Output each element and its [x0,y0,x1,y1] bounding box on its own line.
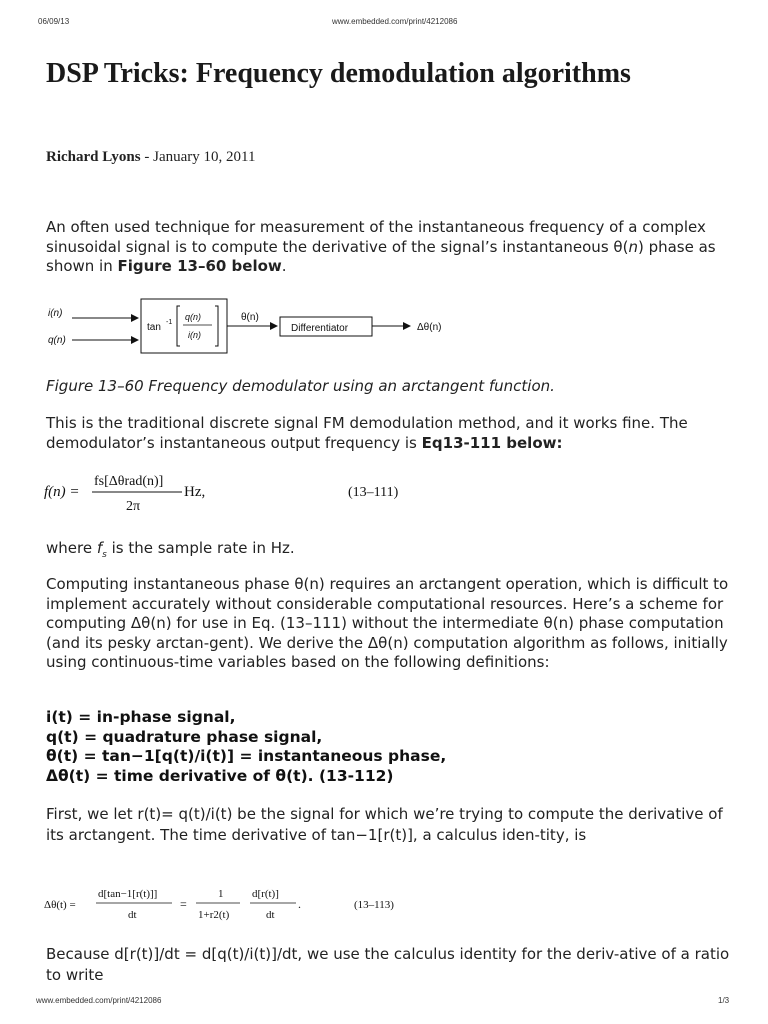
eq113-period: . [298,897,301,911]
input-i-label: i(n) [48,308,63,319]
output-label: Δθ(n) [417,322,442,333]
input-q-label: q(n) [48,335,66,346]
equation-13-113 [44,878,424,926]
definitions-list [46,708,736,786]
equation-13-111 [44,467,424,519]
fraction-numerator: q(n) [185,312,202,322]
eq113-numerator-1: d[tan−1[r(t)]] [98,888,158,900]
eq113-equals: = [180,897,187,911]
intro-n: n [628,237,638,256]
eq111-denominator: 2π [126,499,141,514]
print-url: www.embedded.com/print/4212086 [332,17,458,26]
publish-date: - January 10, 2011 [140,149,256,165]
definition-in-phase: i(t) = in-phase signal, [46,708,236,726]
intro-text: An often used technique for measurement of the instantaneous frequency of a complex sinusoidal signal is to compute the derivative of the signal’s instantaneous θ( [46,218,706,256]
eq113-lhs: Δθ(t) = [44,899,76,911]
definition-derivative: Δθ(t) = time derivative of θ(t). (13-112) [46,766,394,785]
sample-rate-post: is the sample rate in Hz. [106,539,295,557]
paragraph-intro [46,218,736,277]
equation-reference: Eq13-111 below: [421,433,563,452]
tan-label: tan [147,322,161,333]
eq113-number: (13–113) [354,899,394,911]
paragraph-ratio-derivative: Because d[r(t)]/dt = d[q(t)/i(t)]/dt, we use the calculus identity for the deriv-ative of a ratio to write [46,945,730,984]
eq113-denominator-2: 1+r2(t) [198,909,230,921]
eq111-lhs: f(n) = [44,484,80,500]
eq113-denominator-3: dt [266,909,275,921]
paragraph-phase-computation: Computing instantaneous phase θ(n) requires an arctangent operation, which is difficult to implement accurately without considerable computational resources. Here’s a scheme for computing Δθ(n) for use in Eq. (13–111) without the intermediate θ(n) phase computation (and its pesky arctan-gent). We derive the Δθ(n) computation algorithm as follows, initially using continuous-time variables based on the following definitions: [46,575,729,671]
sample-rate-pre: where [46,539,97,557]
figure-reference: Figure 13–60 below [117,257,282,275]
sample-rate-f: f [96,539,103,557]
tan-exponent: -1 [166,319,173,326]
eq111-numerator: fs[Δθrad(n)] [94,474,164,489]
eq111-number: (13–111) [348,485,399,500]
print-date: 06/09/13 [38,17,70,26]
page-number: 1/3 [718,996,730,1005]
figure-caption: Figure 13–60 Frequency demodulator using an arctangent function. [46,377,555,395]
author-name: Richard Lyons [46,149,141,165]
block-diagram [44,296,464,358]
traditional-text: This is the traditional discrete signal FM demodulation method, and it works fine. The demodulator’s instantaneous output frequency is [46,414,688,452]
byline [46,149,255,166]
article-title: DSP Tricks: Frequency demodulation algorithms [46,58,631,89]
definition-quadrature: q(t) = quadrature phase signal, [46,727,323,746]
eq113-numerator-3: d[r(t)] [252,888,279,900]
paragraph-traditional [46,414,736,453]
sample-rate-s: s [102,550,107,560]
eq113-denominator-1: dt [128,909,137,921]
theta-label: θ(n) [241,312,259,323]
eq111-unit: Hz, [184,484,206,500]
paragraph-arctan-derivative: First, we let r(t)= q(t)/i(t) be the signal for which we’re trying to compute the derivative of its arctangent. The time derivative of tan−1[r(t)], a calculus iden-tity, is [46,805,723,844]
differentiator-label: Differentiator [291,323,349,334]
intro-end: . [281,257,287,275]
intro-text-mid: ) phase as shown in [46,237,716,275]
paragraph-sample-rate [46,539,736,566]
definition-instantaneous-phase: θ(t) = tan−1[q(t)/i(t)] = instantaneous phase, [46,747,447,765]
fraction-denominator: i(n) [188,330,201,340]
footer-url: www.embedded.com/print/4212086 [36,996,162,1005]
eq113-numerator-2: 1 [218,888,224,900]
